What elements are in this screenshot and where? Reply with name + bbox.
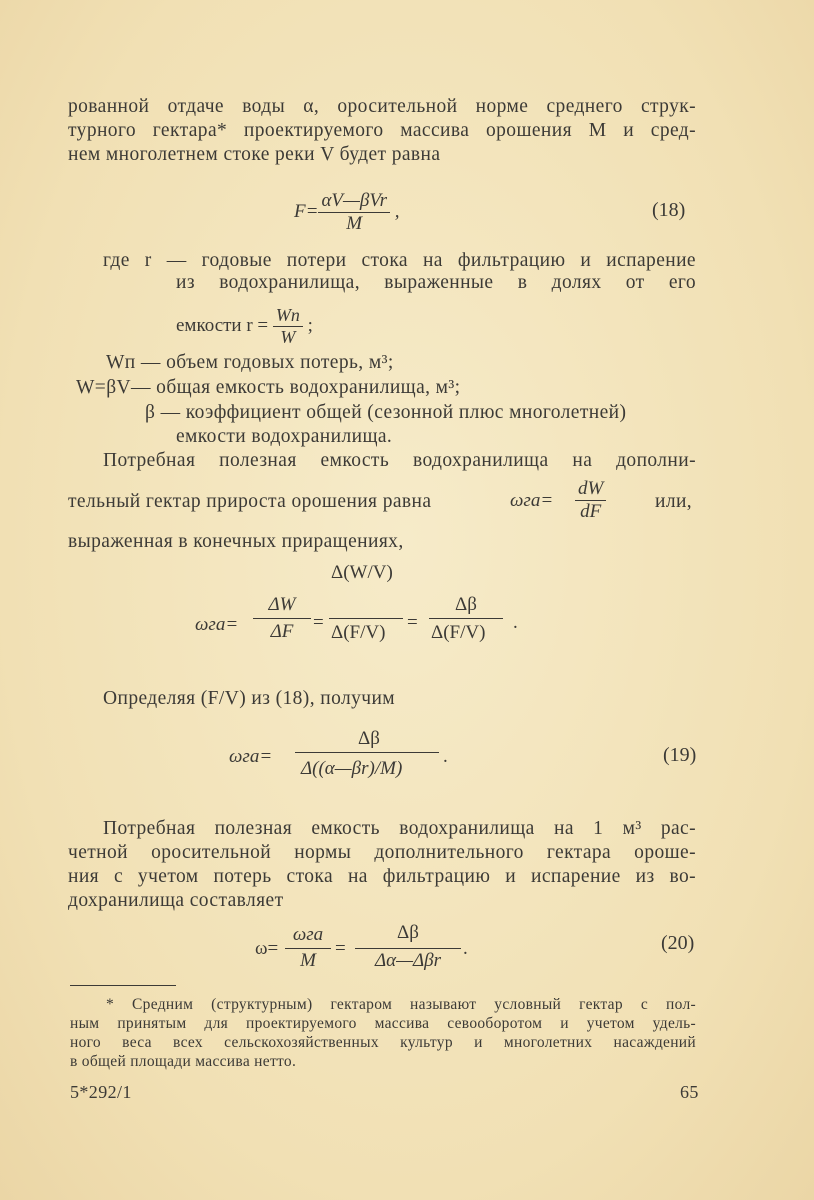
- text-line: нем многолетнем стоке реки V будет равна: [68, 144, 441, 165]
- equation-18: F= $\frac{\text{αV—βVr}}{M}$ ,: [294, 190, 400, 234]
- equation-r: емкости r = $\frac{Wп}{W}$ ;: [176, 305, 313, 347]
- text-line: ния с учетом потерь стока на фильтрацию и испарение из во-: [68, 866, 696, 887]
- footnote-rule: [70, 985, 176, 986]
- eq18-numerator: αV—βVr: [321, 190, 387, 211]
- definition-wn: Wп — объем годовых потерь, м³;: [106, 352, 394, 373]
- eq18-denominator: M: [318, 212, 390, 235]
- page-number: 65: [680, 1082, 699, 1102]
- text-line: дохранилища составляет: [68, 890, 284, 911]
- text-line: Потребная полезная емкость водохранилища на 1 м³ рас-: [103, 818, 696, 839]
- text-line: Определяя (F/V) из (18), получим: [103, 688, 396, 709]
- text-line: тельный гектар прироста орошения равна: [68, 491, 432, 512]
- footnote-line: ным принятым для проектируемого массива севооборотом и учетом удель-: [70, 1015, 696, 1032]
- text-line: турного гектара* проектируемого массива орошения M и сред-: [68, 120, 696, 141]
- equation-number-19: (19): [663, 744, 697, 766]
- equation-number-18: (18): [652, 199, 686, 221]
- footnote-line: в общей площади массива нетто.: [70, 1053, 297, 1070]
- footnote-line: ного веса всех сельскохозяйственных культур и многолетних насаждений: [70, 1034, 696, 1051]
- equation-20: ω= ωга M = Δβ Δα—Δβr .: [255, 922, 468, 971]
- text-line: или,: [655, 491, 693, 512]
- equation-number-20: (20): [661, 932, 695, 954]
- eq18-lhs: F=: [294, 200, 319, 222]
- omega-ga-inline: ωга=: [510, 490, 554, 511]
- text-line: четной оросительной нормы дополнительного гектара ороше-: [68, 842, 696, 863]
- signature-mark: 5*292/1: [70, 1082, 132, 1102]
- text-line: емкости водохранилища.: [176, 426, 393, 447]
- text-line: где r — годовые потери стока на фильтрацию и испарение: [103, 250, 696, 271]
- text-line: из водохранилища, выраженные в долях от его: [176, 272, 696, 293]
- text-line: рованной отдаче воды α, оросительной норме среднего струк-: [68, 96, 696, 117]
- equation-19: ωга= Δβ Δ((α—βr)/M) .: [229, 728, 448, 779]
- definition-beta: β — коэффициент общей (сезонной плюс многолетней): [145, 402, 627, 423]
- equation-omega-ga: ωга= ΔW ΔF = Δ(W/V) Δ(F/V) = Δβ Δ(F/V) .: [195, 562, 518, 643]
- dw-df-fraction: $\frac{dW}{dF}$: [575, 478, 606, 523]
- text-line: Потребная полезная емкость водохранилища на дополни-: [103, 450, 696, 471]
- text-line: выраженная в конечных приращениях,: [68, 531, 404, 552]
- definition-w: W=βV— общая емкость водохранилища, м³;: [76, 377, 461, 398]
- footnote-line: * Средним (структурным) гектаром называют условный гектар с пол-: [106, 996, 696, 1013]
